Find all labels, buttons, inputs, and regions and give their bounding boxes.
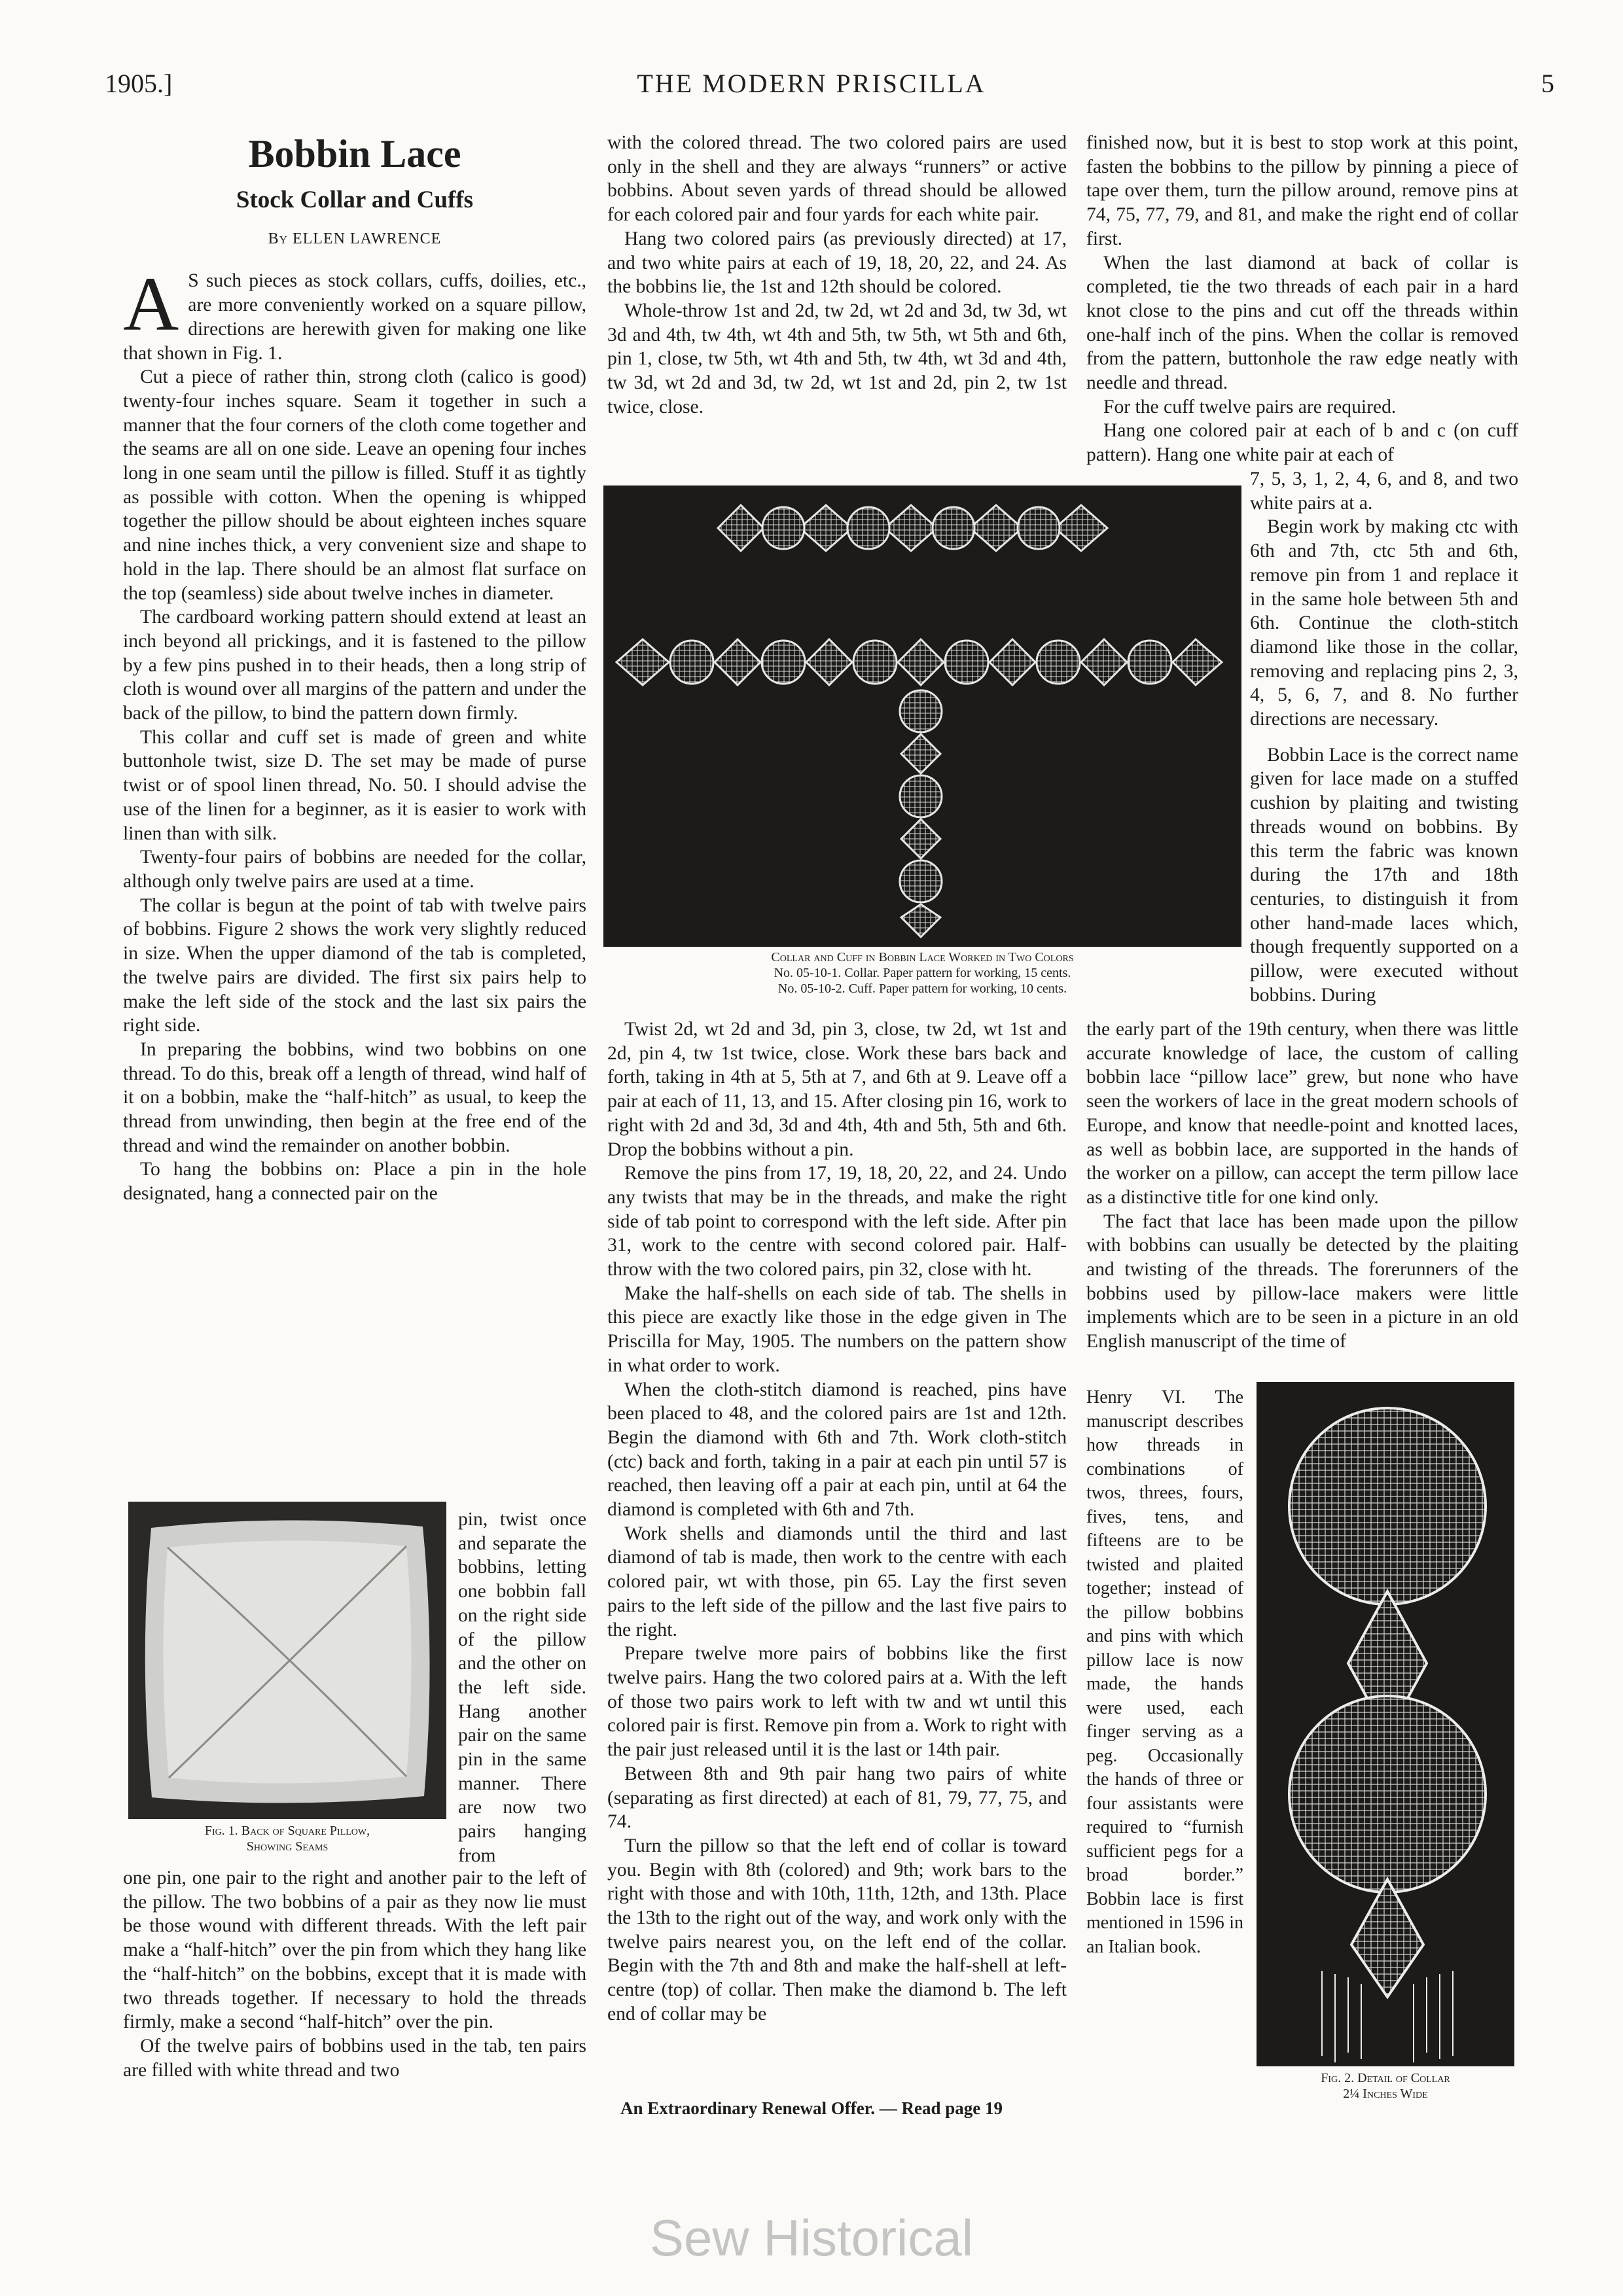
paragraph: When the last diamond at back of collar is completed, tie the two threads of each pair in a hard knot close to the pins and cut off the threads within one-half inch of the pins. When the collar is removed from the pattern, buttonhole the raw edge neatly with needle and thread. [1086, 252, 1518, 394]
paragraph: Remove the pins from 17, 19, 18, 20, 22, and 24. Undo any twists that may be in the threads, and make the right side of tab point to correspond with the left side. After pin 31, work to the centre with second colored pair. Half-throw with the two colored pairs, pin 32, close with ht. [607, 1163, 1067, 1280]
column-1-bottom [123, 1866, 586, 2082]
fig2-caption: Fig. 2. Detail of Collar 2¼ Inches Wide [1321, 2071, 1450, 2101]
paragraph: Hang one colored pair at each of b and c (on cuff pattern). Hang one white pair at each of [1086, 420, 1518, 466]
paragraph: To hang the bobbins on: Place a pin in the hole designated, hang a connected pair on the [123, 1159, 586, 1205]
paragraph: Make the half-shells on each side of tab. The shells in this piece are exactly like those in the edge given in The Priscilla for May, 1905. The numbers on the pattern show in what order to work. [607, 1282, 1067, 1376]
footer-renewal-offer: An Extraordinary Renewal Offer. — Read page 19 [620, 2098, 1003, 2118]
paragraph: Of the twelve pairs of bobbins used in the tab, ten pairs are filled with white thread and two [123, 2035, 586, 2081]
paragraph: finished now, but it is best to stop work at this point, fasten the bobbins to the pillow by pinning a piece of tape over them, turn the pillow around, remove pins at 74, 75, 77, 79, and 81, and make the right end of collar first. [1086, 132, 1518, 249]
journal-title: THE MODERN PRISCILLA [637, 69, 986, 98]
paragraph: This collar and cuff set is made of green and white buttonhole twist, size D. The set may be made of purse twist or of spool linen thread, No. 50. I should advise the use of the linen for a beginner, as it is easier to work with linen than with silk. [123, 726, 586, 844]
collar-cuff-photo [603, 486, 1241, 947]
lace-collar-cuff-illustration [603, 486, 1241, 947]
paragraph: Whole-throw 1st and 2d, tw 2d, wt 2d and 3d, tw 3d, wt 3d and 4th, tw 4th, wt 4th and 5th, tw 5th, wt 5th and 6th, pin 1, close, tw 5th, wt 4th and 5th, tw 4th, wt 3d and 4th, tw 3d, wt 2d and 3d, tw 2d, wt 1st and 2d, pin 2, tw 1st twice, close. [607, 300, 1067, 417]
paragraph: Prepare twelve more pairs of bobbins like the first twelve pairs. Hang the two colored pairs at a. With the left of those two pairs work to left with tw and wt until this colored pair is first. Remove pin from a. Work to right with the pair just released until it is the last or 14th pair. [607, 1643, 1067, 1761]
paragraph: Henry VI. The manuscript describes how threads in combinations of twos, threes, fours, fives, tens, and fifteens are to be twisted and plaited together; instead of the pillow bobbins and pins with which pillow lace is now made, the hands were used, each finger serving as a peg. Occasionally the hands of three or four assistants were required to “furnish sufficient pegs for a broad border.” Bobbin lace is first mentioned in 1596 in an Italian book. [1086, 1387, 1243, 1957]
fig2-lace-detail-photo [1257, 1382, 1514, 2066]
paragraph: Turn the pillow so that the left end of collar is toward you. Begin with 8th (colored) and 9th; work bars to the right with those and with 10th, 11th, 12th, and 13th. Place the 13th to the right out of the way, and work only with the twelve pairs nearest you, on the left end of the collar. Begin with the 7th and 8th and make the half-shell at left-centre (top) of collar. Then make the diamond b. The left end of collar may be [607, 1835, 1067, 2024]
header-date: 1905.] [105, 69, 173, 98]
paragraph: When the cloth-stitch diamond is reached, pins have been placed to 48, and the colored pairs are 1st and 12th. Begin the diamond with 6th and 7th. Work cloth-stitch (ctc) back and forth, taking in a pair at each pin until 57 is reached, then leaving off a pair at each pin, until at 64 the diamond is completed with 6th and 7th. [607, 1379, 1067, 1521]
fig1-caption: Fig. 1. Back of Square Pillow, Showing Seams [204, 1824, 370, 1854]
paragraph: Between 8th and 9th pair hang two pairs of white (separating as first directed) at each of 81, 79, 77, 75, and 74. [607, 1763, 1067, 1833]
paragraph: The cardboard working pattern should extend at least an inch beyond all prickings, and it is fastened to the pillow by a few pins pushed in to their heads, then a long strip of cloth is wound over all margins of the pattern and under the back of the pillow, to bind the pattern down firmly. [123, 607, 586, 724]
paragraph: with the colored thread. The two colored pairs are used only in the shell and they are always “runners” or active bobbins. About seven yards of thread should be allowed for each colored pair and four yards for each white pair. [607, 132, 1067, 226]
column-3-narrow-bottom [1086, 1386, 1243, 1959]
paragraph: pin, twist once and separate the bobbins, letting one bobbin fall on the right side of the pillow and the other on the left side. Hang another pair on the same pin in the same manner. There are now two pairs hanging from [458, 1509, 586, 1866]
byline: By ELLEN LAWRENCE [268, 230, 442, 247]
collar-cuff-caption: Collar and Cuff in Bobbin Lace Worked in Two Colors No. 05-10-1. Collar. Paper pattern for working, 15 cents. No. 05-10-2. Cuff. Paper pattern for working, 10 cents. [771, 950, 1074, 996]
lace-detail-illustration [1257, 1382, 1514, 2066]
paragraph: The collar is begun at the point of tab with twelve pairs of bobbins. Figure 2 shows the work very slightly reduced in size. When the upper diamond of the tab is completed, the twelve pairs are divided. The first six pairs help to make the left side of the stock and the last six pairs the right side. [123, 894, 586, 1036]
column-3-narrow [1250, 467, 1518, 1007]
paragraph: Twist 2d, wt 2d and 3d, pin 3, close, tw 2d, wt 1st and 2d, pin 4, tw 1st twice, close. Work these bars back and forth, taking in 4th at 5, 5th at 7, and 6th at 9. Leave off a pair at each of 11, 13, and 15. After closing pin 16, work to right with 2d and 3d, 3d and 4th, 4th and 5th, 5th and 6th. Drop the bobbins without a pin. [607, 1019, 1067, 1160]
column-3-top [1086, 131, 1518, 467]
article-subtitle: Stock Collar and Cuffs [236, 186, 474, 213]
paragraph: The fact that lace has been made upon the pillow with bobbins can usually be detected by the plaiting and twisting of the threads. The forerunners of the bobbins used by pillow-lace makers were little implements which are to be seen in a picture in an old English manuscript of the time of [1086, 1210, 1518, 1352]
paragraph: 7, 5, 3, 1, 2, 4, 6, and 8, and two white pairs at a. [1250, 468, 1518, 514]
article-title: Bobbin Lace [248, 132, 461, 175]
paragraph: the early part of the 19th century, when there was little accurate knowledge of lace, the custom of calling bobbin lace “pillow lace” grew, but none who have seen the workers of lace in the great modern schools of Europe, and know that needle-point and knotted laces, as well as bobbin lace, are supported in the hands of the worker on a pillow, can accept the term pillow lace as a distinctive title for one kind only. [1086, 1019, 1518, 1208]
paragraph: Bobbin Lace is the correct name given for lace made on a stuffed cushion by plaiting and twisting threads wound on bobbins. By this term the fabric was known during the 17th and 18th centuries, to distinguish it from other hand-made laces which, though frequently supported on a pillow, were executed without bobbins. During [1250, 744, 1518, 1006]
column-2-top [607, 131, 1067, 419]
paragraph: In preparing the bobbins, wind two bobbins on one thread. To do this, break off a length of thread, wind half of it on a bobbin, make the “half-hitch” as usual, to keep the thread from unwinding, then begin at the free end of the thread and wind the remainder on another bobbin. [123, 1038, 586, 1156]
column-1 [123, 131, 586, 1206]
paragraph: one pin, one pair to the right and another pair to the left of the pillow. The two bobbins of a pair as they now lie must be those wound with different threads. With the left pair make a “half-hitch” over the pin from which they hang like the “half-hitch” on the bobbins, except that it is made with two threads together. If necessary to hold the threads firmly, make a second “half-hitch” over the pin. [123, 1867, 586, 2033]
drop-cap: A [123, 261, 179, 347]
paragraph: Begin work by making ctc with 6th and 7th, ctc 5th and 6th, remove pin from 1 and replace it in the same hole between 5th and 6th. Continue the cloth-stitch diamond like those in the collar, removing and replacing pins 2, 3, 4, 5, 6, 7, and 8. No further directions are necessary. [1250, 516, 1518, 730]
page-number: 5 [1541, 69, 1554, 98]
pillow-illustration [128, 1502, 446, 1819]
paragraph: Work shells and diamonds until the third and last diamond of tab is made, then work to the centre with each colored pair, wt with those, pin 65. Lay the first seven pairs to the left side of the pillow and the last five pairs to the right. [607, 1523, 1067, 1640]
paragraph: Twenty-four pairs of bobbins are needed for the collar, although only twelve pairs are used at a time. [123, 847, 586, 892]
paragraph: Hang two colored pairs (as previously directed) at 17, and two white pairs at each of 19, 18, 20, 22, and 24. As the bobbins lie, the 1st and 12th should be colored. [607, 228, 1067, 298]
column-3-middle [1086, 1017, 1518, 1354]
paragraph: For the cuff twelve pairs are required. [1103, 396, 1397, 417]
paragraph: A S such pieces as stock collars, cuffs, doilies, etc., are more conveniently worked on a square pillow, directions are herewith given for making one like that shown in Fig. 1. [123, 261, 586, 364]
watermark: Sew Historical [649, 2209, 974, 2267]
paragraph: Cut a piece of rather thin, strong cloth (calico is good) twenty-four inches square. Seam it together in such a manner that the four corners of the cloth come together and the seams are all on one side. Leave an opening four inches long in one seam until the pillow is filled. Stuff it as tightly as possible with cotton. When the opening is whipped together the pillow should be about eighteen inches square and nine inches thick, a very convenient size and shape to hold in the lap. There should be an almost flat surface on the top (seamless) side about twelve inches in diameter. [123, 366, 586, 604]
fig1-pillow-photo [128, 1502, 446, 1819]
column-1-narrow [458, 1508, 586, 1868]
column-2-bottom [607, 1017, 1067, 2026]
